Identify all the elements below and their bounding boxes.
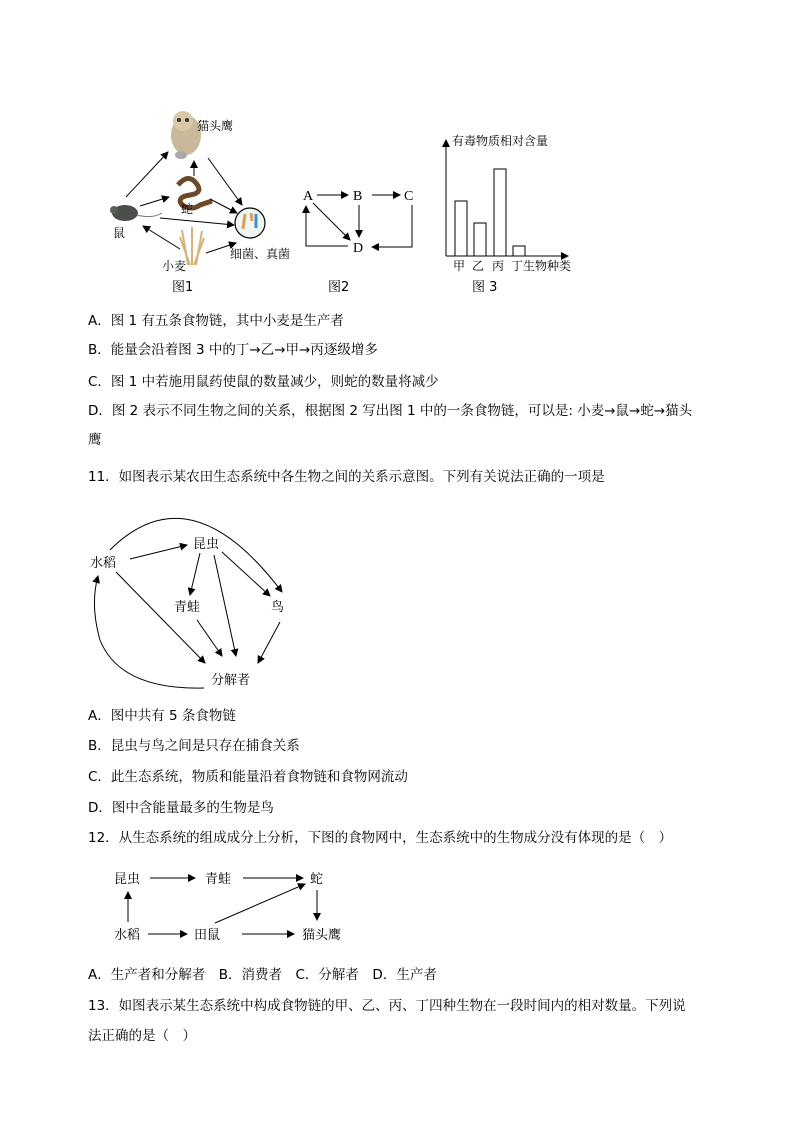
q11-option-d: D．图中含能量最多的生物是鸟 xyxy=(88,800,274,816)
q13-stem-line1: 13．如图表示某生态系统中构成食物链的甲、乙、丙、丁四种生物在一段时间内的相对数量。下列说 xyxy=(88,998,686,1014)
bar-2 xyxy=(494,169,506,256)
fig3-caption: 图 3 xyxy=(472,280,498,295)
label-snake: 蛇 xyxy=(181,202,194,216)
q10-option-d: D．图 2 表示不同生物之间的关系，根据图 2 写出图 1 中的一条食物链，可以是: 小麦→鼠→蛇→猫头 xyxy=(88,403,693,419)
q12-stem: 12．从生态系统的组成成分上分析，下图的食物网中，生态系统中的生物成分没有体现的是（ ） xyxy=(88,830,673,846)
q11-option-a: A．图中共有 5 条食物链 xyxy=(88,708,236,724)
node-b: B xyxy=(353,189,363,204)
bar-3 xyxy=(513,246,525,256)
q12-options: A．生产者和分解者 B．消费者 C．分解者 D．生产者 xyxy=(88,967,437,983)
tick-label-0: 甲 xyxy=(453,259,466,273)
fig3-ylabel: 有毒物质相对含量 xyxy=(452,134,549,148)
node-frog: 青蛙 xyxy=(174,600,201,615)
q10-option-b: B．能量会沿着图 3 中的丁→乙→甲→丙逐级增多 xyxy=(88,342,378,358)
q10-option-a: A．图 1 有五条食物链，其中小麦是生产者 xyxy=(88,313,344,329)
fig3-xlabel: 生物种类 xyxy=(523,259,572,273)
node-snake-12: 蛇 xyxy=(310,872,324,887)
node-insect-12: 昆虫 xyxy=(114,872,141,887)
node-rice: 水稻 xyxy=(90,556,117,571)
q10-option-d-cont: 鹰 xyxy=(88,432,102,448)
fig3-bars xyxy=(455,169,525,256)
q13-stem-line2: 法正确的是（ ） xyxy=(88,1028,196,1044)
node-decomposer: 分解者 xyxy=(211,673,251,688)
fig1-caption: 图1 xyxy=(172,280,194,295)
q10-option-c: C．图 1 中若施用鼠药使鼠的数量减少，则蛇的数量将减少 xyxy=(88,374,439,390)
node-insect: 昆虫 xyxy=(193,537,220,552)
q10-figures xyxy=(0,0,794,300)
node-owl-12: 猫头鹰 xyxy=(302,928,342,943)
bacteria-icon xyxy=(235,208,265,238)
node-a: A xyxy=(303,189,314,204)
fig2-caption: 图2 xyxy=(328,280,350,295)
tick-label-3: 丁 xyxy=(511,259,524,273)
q11-stem: 11．如图表示某农田生态系统中各生物之间的关系示意图。下列有关说法正确的一项是 xyxy=(88,469,605,485)
q11-option-c: C．此生态系统，物质和能量沿着食物链和食物网流动 xyxy=(88,769,408,785)
tick-label-2: 丙 xyxy=(492,259,505,273)
label-owl: 猫头鹰 xyxy=(197,119,234,133)
tick-label-1: 乙 xyxy=(472,259,485,273)
label-wheat: 小麦 xyxy=(162,259,187,273)
mouse-icon xyxy=(110,205,162,221)
node-frog-12: 青蛙 xyxy=(205,872,232,887)
q11-option-b: B．昆虫与鸟之间是只存在捕食关系 xyxy=(88,738,300,754)
node-c: C xyxy=(404,189,414,204)
bar-1 xyxy=(474,223,486,256)
bar-0 xyxy=(455,201,467,256)
node-d: D xyxy=(353,241,364,256)
node-bird: 鸟 xyxy=(271,600,285,615)
node-rice-12: 水稻 xyxy=(114,928,141,943)
label-mouse: 鼠 xyxy=(113,226,126,240)
node-field-mouse-12: 田鼠 xyxy=(194,928,221,943)
label-decomposers: 细菌、真菌 xyxy=(230,247,291,261)
